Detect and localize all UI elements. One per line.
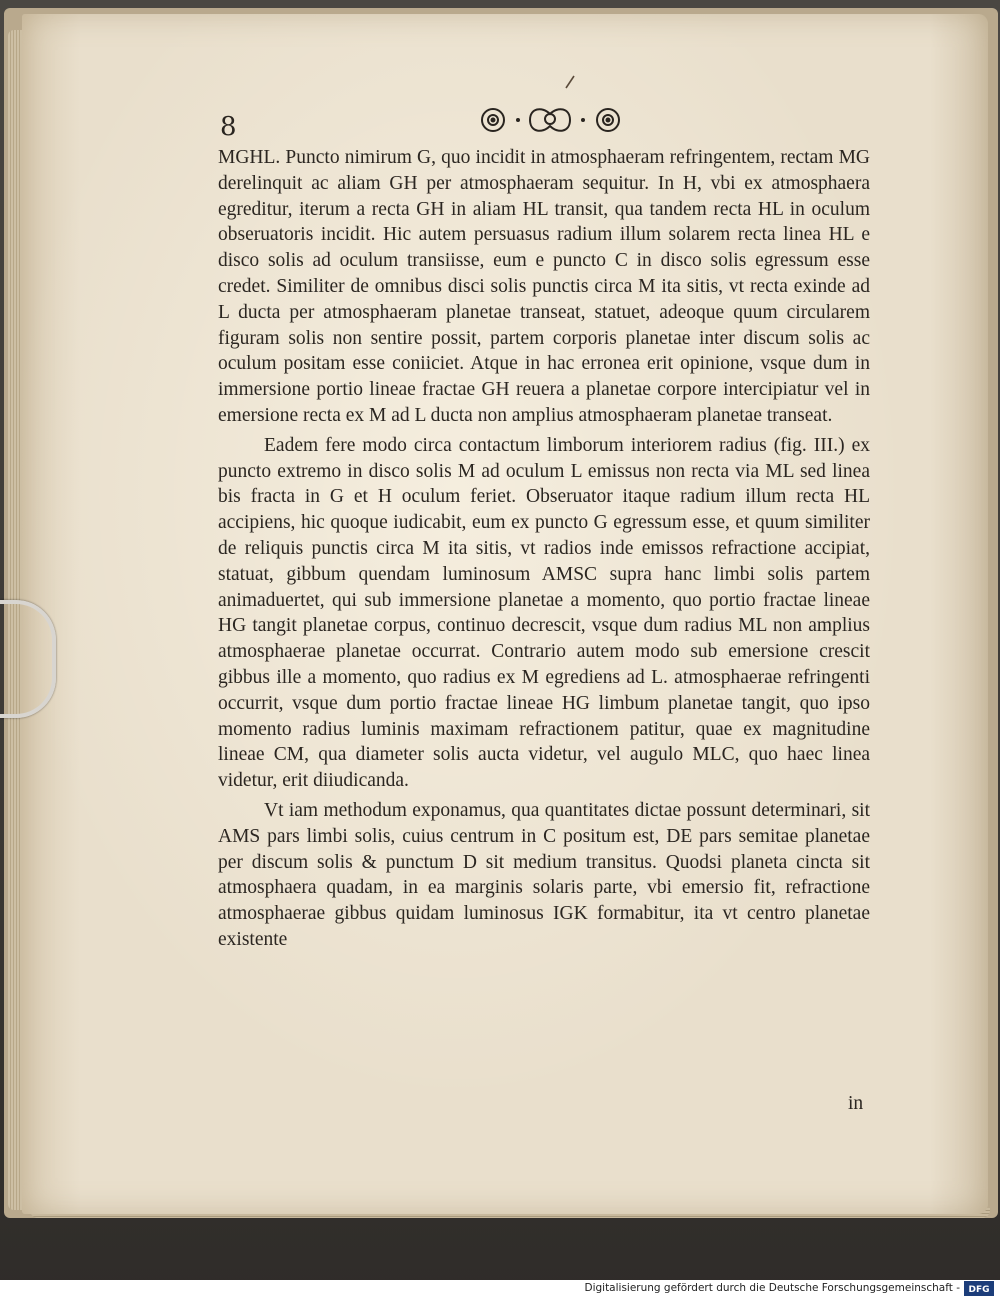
paragraph-1: MGHL. Puncto nimirum G, quo incidit in atmosphaeram refringentem, rectam MG derelinquit ac aliam GH per atmosphaeram sequitur. In H, vbi ex atmosphaera egreditur, iterum a recta GH in aliam HL transit, qua tandem recta HL in oculum obseruatoris incidit. Hic autem persuasus radium illum solarem recta linea HL e disco solis ad oculum transiisse, eum e puncto C in disco solis egressum esse credet. Similiter de omnibus disci solis punctis circa M ita sitis, vt recta exinde ad L ducta per atmosphaeram planetae transeat, statuet, adeoque quum circularem figuram solis non sentire possit, partem corporis planetae inter discum solis ac oculum positam esse coniiciet. Atque in hac erronea erit opinione, vsque dum in immersione portio lineae fractae GH reuera a planetae corpore intercipiatur vel in emersione recta ex M ad L ducta non amplius atmosphaeram planetae transeat. (218, 147, 870, 426)
paragraph-3: Vt iam methodum exponamus, qua quantitates dictae possunt determinari, sit AMS pars limbi solis, cuius centrum in C positum est, DE pars semitae planetae per discum solis & punctum D sit medium transitus. Quodsi planeta cincta sit atmosphaera quadam, in ea marginis solaris parte, vbi emersio fit, refractione atmosphaerae gibbus quidam luminosus IGK formabitur, ita vt centro planetae existente (218, 799, 870, 950)
page-number: 8 (220, 112, 237, 142)
dfg-logo-text: DFG (968, 1285, 990, 1295)
body-text (218, 145, 870, 953)
dfg-logo-icon (964, 1281, 994, 1296)
paperclip-icon (0, 600, 56, 718)
paragraph-2: Eadem fere modo circa contactum limborum interiorem radius (fig. III.) ex puncto extremo in disco solis M ad oculum L emissus non recta via ML sed linea bis fracta in G et H oculum feriet. Obseruator itaque radium illum recta HL accipiens, hic quoque iudicabit, eum ex puncto G egressum esse, et quum similiter de reliquis punctis circa M ita sitis, vt radios inde emissos refractione accipiat, statuat, gibbum quendam luminosum AMSC supra hanc limbi solis partem animaduertet, qui sub immersione planetae a momento, quo portio fractae lineae HG tangit planetae corpus, continuo decrescit, vsque dum radius ML non amplius atmosphaerae planetae occurrat. Contrario autem modo sub emersione crescit gibbus ille a momento, quo radius ex M egrediens ad L. atmosphaerae refringenti occurrit, vsque dum portio fractae lineae HG limbum planetae tangit, quo ipso momento radius luminis maximam refractionem patitur, quae ex magnitudine lineae CM, qua diameter solis aucta videtur, vel augulo MLC, quo haec linea videtur, erit diiudicanda. (218, 434, 870, 792)
catchword: in (848, 1093, 864, 1114)
pen-mark-icon (560, 72, 580, 92)
funding-credit: Digitalisierung gefördert durch die Deutsche Forschungsgemeinschaft - (584, 1282, 960, 1294)
printers-ornament-icon (478, 100, 628, 140)
